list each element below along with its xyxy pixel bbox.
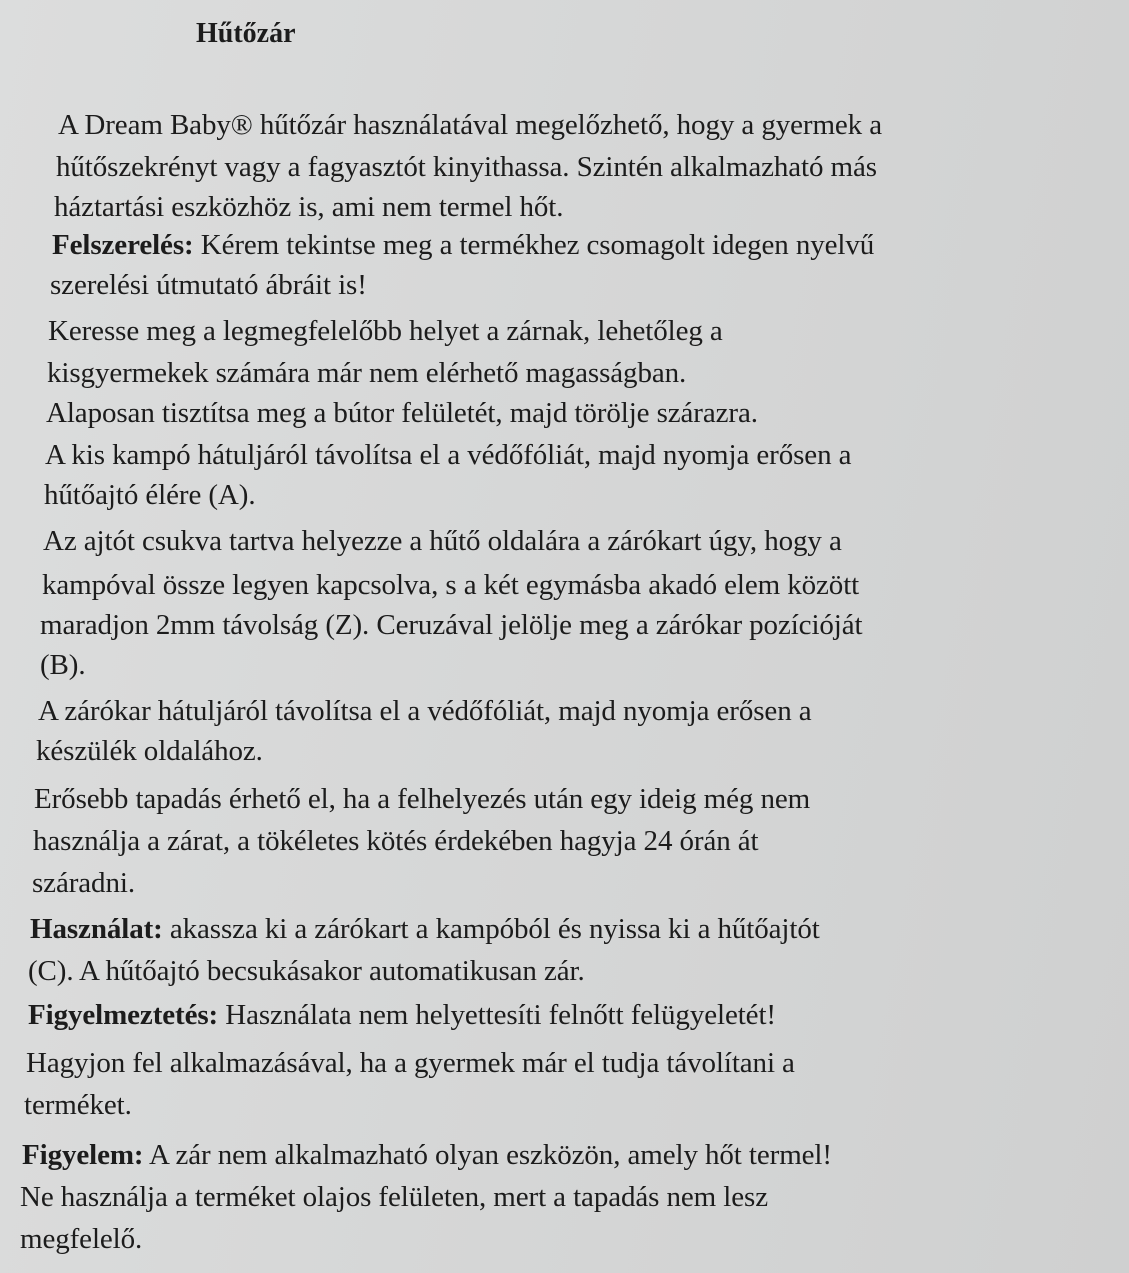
text-line [52, 228, 874, 262]
text-line [58, 108, 882, 142]
text-line [54, 190, 563, 224]
section-label: Használat: [30, 913, 163, 945]
section-label: Felszerelés: [52, 229, 194, 261]
text-line [45, 438, 851, 472]
text-line [28, 998, 776, 1032]
line-text: Hagyjon fel alkalmazásával, ha a gyermek már el tudja távolítani a [26, 1047, 795, 1079]
line-text: használja a zárat, a tökéletes kötés érdekében hagyja 24 órán át [33, 825, 759, 857]
text-line [34, 782, 810, 816]
line-text: száradni. [32, 867, 135, 899]
line-text: Használata nem helyettesíti felnőtt felügyeletét! [218, 999, 776, 1031]
text-line [28, 954, 585, 988]
line-text: akassza ki a zárókart a kampóból és nyissa ki a hűtőajtót [162, 913, 820, 945]
line-text: Erősebb tapadás érhető el, ha a felhelyezés után egy ideig még nem [34, 783, 811, 815]
text-line [50, 268, 367, 302]
line-text: terméket. [24, 1089, 132, 1121]
section-label: Figyelem: [22, 1139, 144, 1171]
line-text: Keresse meg a legmegfelelőbb helyet a zárnak, lehetőleg a [48, 315, 723, 347]
text-line [48, 314, 723, 348]
line-text: kisgyermekek számára már nem elérhető magasságban. [47, 357, 687, 389]
line-text: (B). [40, 649, 86, 681]
text-line [32, 866, 135, 900]
text-line [40, 608, 863, 642]
text-line [24, 1088, 132, 1122]
text-line [38, 694, 812, 728]
text-line [30, 912, 820, 946]
line-text: kampóval össze legyen kapcsolva, s a két egymásba akadó elem között [42, 569, 860, 601]
line-text: A zárókar hátuljáról távolítsa el a védőfóliát, majd nyomja erősen a [38, 695, 812, 727]
text-line [47, 356, 686, 390]
section-label: Figyelmeztetés: [28, 999, 219, 1031]
text-line [20, 1180, 768, 1214]
text-line [40, 648, 86, 682]
text-line [43, 524, 842, 558]
line-text: Alaposan tisztítsa meg a bútor felületét, majd törölje szárazra. [46, 397, 758, 429]
line-text: készülék oldalához. [36, 735, 263, 767]
line-text: háztartási eszközhöz is, ami nem termel hőt. [54, 191, 564, 223]
text-line [56, 150, 877, 184]
line-text: Kérem tekintse meg a termékhez csomagolt idegen nyelvű [193, 229, 875, 261]
document-title: Hűtőzár [196, 18, 296, 49]
line-text: (C). A hűtőajtó becsukásakor automatikusan zár. [28, 955, 585, 987]
line-text: A Dream Baby® hűtőzár használatával megelőzhető, hogy a gyermek a [58, 109, 882, 141]
text-line [33, 824, 759, 858]
line-text: Az ajtót csukva tartva helyezze a hűtő oldalára a zárókart úgy, hogy a [43, 525, 842, 557]
line-text: A zár nem alkalmazható olyan eszközön, amely hőt termel! [143, 1139, 832, 1171]
line-text: szerelési útmutató ábráit is! [50, 269, 367, 301]
line-text: hűtőajtó élére (A). [44, 479, 256, 511]
text-line [46, 396, 758, 430]
line-text: maradjon 2mm távolság (Z). Ceruzával jelölje meg a zárókar pozícióját [40, 609, 863, 641]
line-text: hűtőszekrényt vagy a fagyasztót kinyithassa. Szintén alkalmazható más [56, 151, 877, 183]
line-text: A kis kampó hátuljáról távolítsa el a védőfóliát, majd nyomja erősen a [45, 439, 852, 471]
text-line [26, 1046, 795, 1080]
text-line [20, 1222, 142, 1256]
text-line [44, 478, 255, 512]
text-line [36, 734, 263, 768]
text-line [42, 568, 859, 602]
text-line [22, 1138, 832, 1172]
line-text: megfelelő. [20, 1223, 143, 1255]
line-text: Ne használja a terméket olajos felületen, mert a tapadás nem lesz [20, 1181, 768, 1213]
